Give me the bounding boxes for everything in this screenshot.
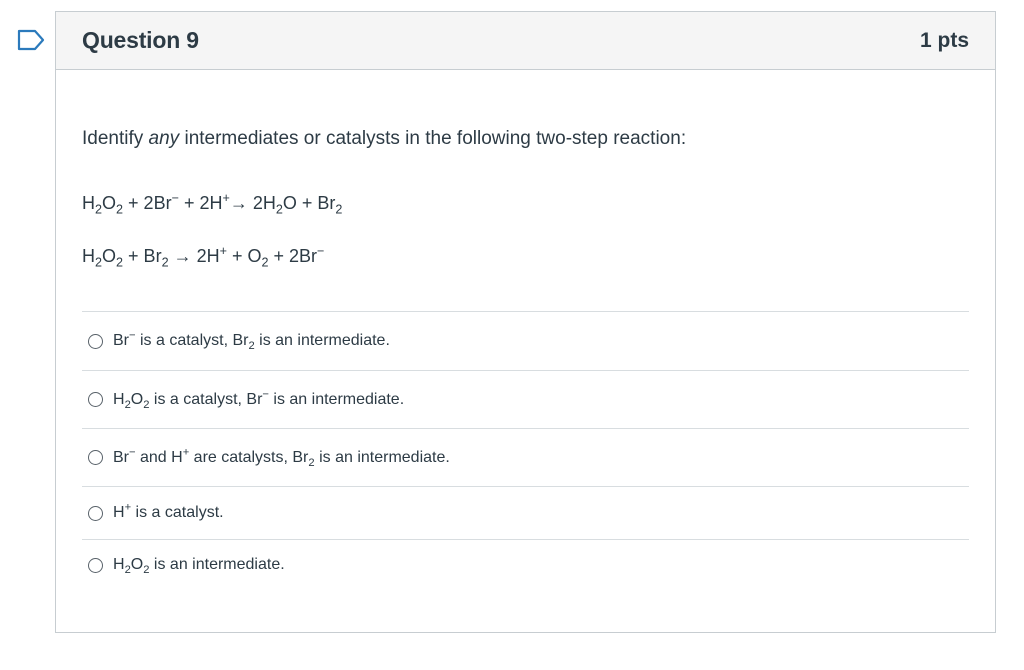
question-body [56, 126, 995, 590]
answer-option[interactable] [82, 312, 969, 371]
answer-option[interactable] [82, 371, 969, 429]
radio-button[interactable] [88, 506, 103, 521]
answer-label [113, 447, 450, 469]
text-fragment: O [102, 193, 117, 213]
text-fragment: 2 [248, 340, 255, 353]
question-points: 1 pts [919, 28, 969, 52]
text-fragment: and H [135, 448, 183, 466]
text-fragment: 2 [95, 202, 103, 217]
text-fragment: is a catalyst, Br [135, 332, 249, 349]
text-fragment: 2 [261, 255, 269, 270]
text-fragment: + [124, 501, 132, 514]
text-fragment: + 2H [178, 193, 223, 213]
text-fragment: is an intermediate. [314, 448, 450, 466]
text-fragment: − [129, 446, 136, 459]
text-fragment: + O [226, 246, 262, 266]
text-fragment: → 2H [168, 246, 220, 266]
text-fragment: are catalysts, Br [189, 448, 309, 466]
text-fragment: O [102, 246, 117, 266]
text-fragment: Br [113, 332, 129, 349]
text-fragment: is a catalyst. [131, 504, 224, 521]
prompt-emphasis: any [148, 128, 180, 149]
radio-button[interactable] [88, 334, 103, 349]
text-fragment: 2 [308, 456, 315, 469]
answer-option[interactable] [82, 487, 969, 540]
text-fragment: O [130, 556, 144, 573]
text-fragment: O [130, 390, 144, 408]
text-fragment: 2 [124, 564, 131, 577]
radio-button[interactable] [88, 392, 103, 407]
text-fragment: 2 [95, 255, 103, 270]
text-fragment: 2 [275, 202, 283, 217]
answer-label [113, 502, 224, 524]
text-fragment: H [82, 193, 95, 213]
text-fragment: H [82, 246, 95, 266]
text-fragment: + [219, 244, 227, 258]
text-fragment: H [113, 390, 125, 408]
text-fragment: − [262, 388, 269, 401]
text-fragment: is an intermediate. [268, 390, 405, 408]
question-title: Question 9 [82, 27, 199, 53]
text-fragment: + 2Br [123, 193, 172, 213]
text-fragment: Br [113, 448, 129, 466]
text-fragment: 2 [161, 255, 169, 270]
text-fragment: 2 [143, 564, 150, 577]
text-fragment: − [129, 329, 136, 342]
text-fragment: 2 [116, 255, 124, 270]
text-fragment: − [171, 191, 179, 205]
flag-question-icon[interactable] [17, 29, 45, 51]
text-fragment: H [113, 504, 125, 521]
question-card [55, 11, 996, 633]
answer-option[interactable] [82, 540, 969, 590]
text-fragment: 2 [116, 202, 124, 217]
text-fragment: + 2Br [268, 246, 318, 266]
prompt-text-after: intermediates or catalysts in the following two-step reaction: [179, 128, 687, 149]
answer-label [113, 330, 390, 352]
text-fragment: O + Br [282, 193, 336, 213]
question-prompt [82, 126, 969, 152]
question-header [56, 12, 995, 70]
text-fragment: − [317, 244, 325, 258]
reaction-step-2 [82, 244, 969, 268]
text-fragment: + Br [123, 246, 162, 266]
text-fragment: + [182, 446, 190, 459]
text-fragment: is an intermediate. [254, 332, 390, 349]
answer-list [82, 311, 969, 590]
text-fragment: 2 [335, 202, 343, 217]
text-fragment: is an intermediate. [149, 556, 285, 573]
radio-button[interactable] [88, 558, 103, 573]
text-fragment: 2 [143, 398, 150, 411]
text-fragment: H [113, 556, 125, 573]
text-fragment: + [222, 191, 230, 205]
prompt-text-before: Identify [82, 128, 149, 149]
answer-label [113, 554, 285, 576]
text-fragment: → 2H [229, 193, 276, 213]
answer-label [113, 389, 404, 411]
reaction-step-1 [82, 191, 969, 215]
text-fragment: 2 [124, 398, 131, 411]
answer-option[interactable] [82, 429, 969, 487]
text-fragment: is a catalyst, Br [149, 390, 263, 408]
radio-button[interactable] [88, 450, 103, 465]
